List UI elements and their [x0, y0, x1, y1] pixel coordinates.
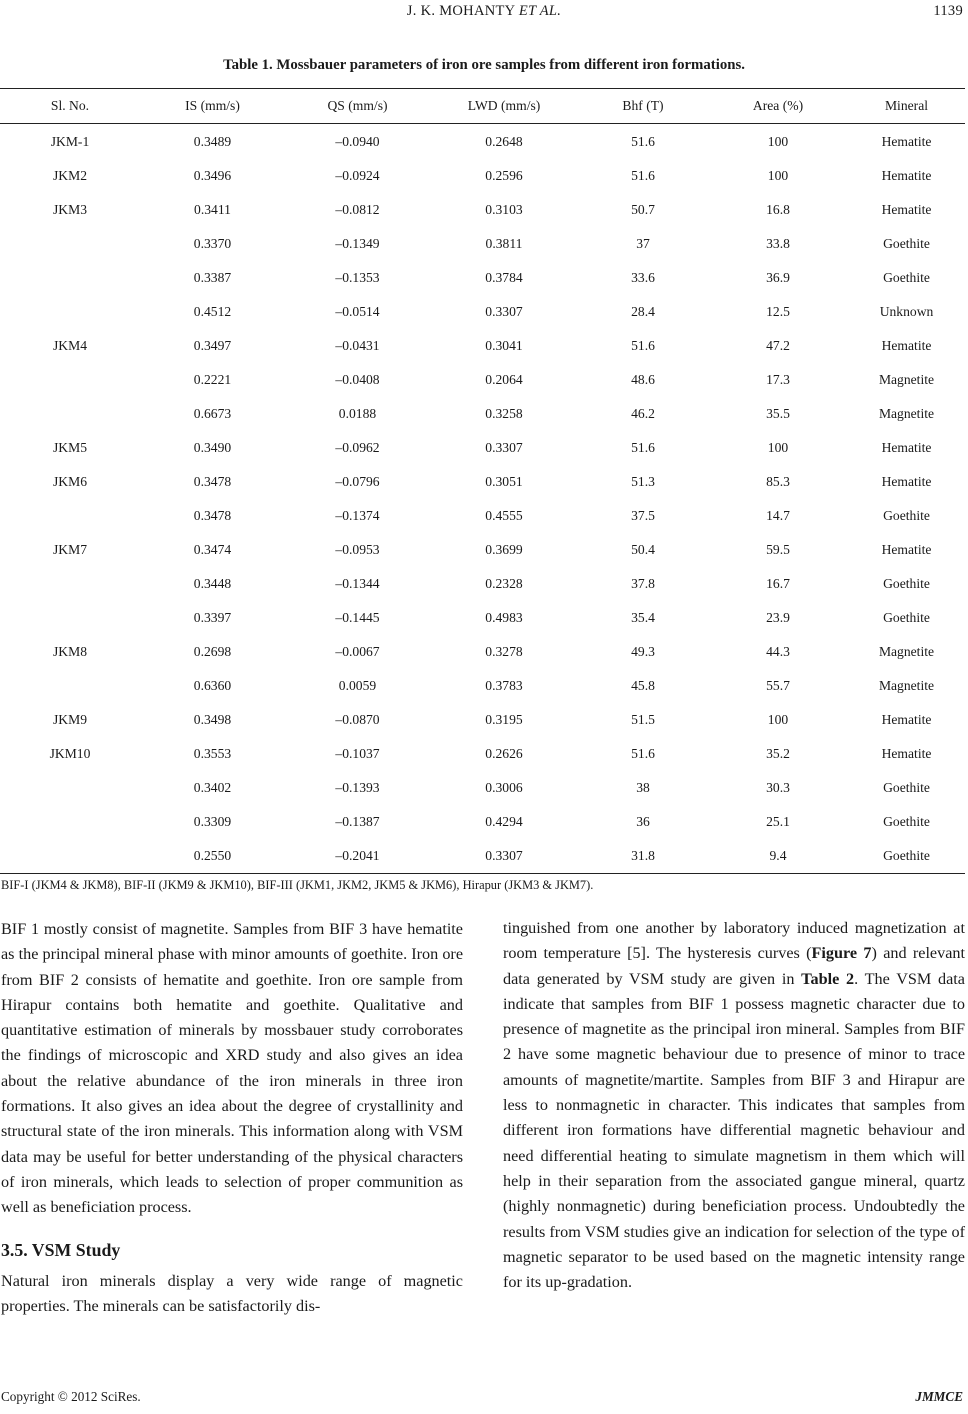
table-cell: 36.9	[766, 270, 790, 285]
table-cell: 0.2221	[193, 372, 232, 387]
table-cell: JKM3	[53, 202, 87, 217]
table-cell: 47.2	[766, 338, 790, 353]
table-row	[0, 124, 965, 160]
table-cell: 0.3307	[485, 440, 523, 455]
table-cell: 37	[636, 236, 650, 251]
table-cell: Goethite	[848, 839, 965, 874]
right-column	[503, 916, 965, 1295]
table-cell: 0.3051	[485, 474, 523, 489]
author-names: J. K. MOHANTY	[406, 3, 515, 19]
table-cell: 0.2328	[485, 576, 523, 591]
table-cell: 16.7	[766, 576, 790, 591]
table-cell: –0.0431	[335, 338, 380, 353]
table-cell	[0, 227, 140, 261]
table-cell: 0.4512	[193, 304, 232, 319]
table-cell: 0.3397	[193, 610, 232, 625]
column-header: QS (mm/s)	[285, 89, 430, 124]
column-header: LWD (mm/s)	[430, 89, 578, 124]
mossbauer-table	[0, 88, 965, 874]
table-cell: 0.0059	[338, 678, 377, 693]
table-cell: 33.6	[631, 270, 655, 285]
table-cell: 0.2064	[485, 372, 523, 387]
table-cell: Magnetite	[878, 372, 935, 387]
table-cell: 51.6	[631, 168, 655, 183]
table-cell: 0.3478	[193, 474, 232, 489]
table-cell	[0, 499, 140, 533]
table-cell: 31.8	[578, 839, 708, 874]
table-cell: 0.3474	[193, 542, 232, 557]
table-cell: 51.6	[631, 746, 655, 761]
table-cell: 28.4	[631, 304, 655, 319]
table-cell: 85.3	[766, 474, 790, 489]
table-row	[0, 771, 965, 805]
table-cell: 0.3553	[193, 746, 232, 761]
table-cell: 0.3489	[193, 134, 232, 149]
table-cell: 0.3478	[193, 508, 232, 523]
table-cell	[0, 567, 140, 601]
text-run: ) and relevant data generated by VSM study are given in	[503, 944, 965, 988]
table-cell: 0.3402	[193, 780, 232, 795]
table-cell: 51.6	[631, 440, 655, 455]
section-heading: 3.5. VSM Study	[1, 1239, 121, 1260]
text-run: . The VSM data indicate that samples from BIF 1 possess magnetic character due to presence of magnetite as the principal iron mineral. Samples from BIF 2 have some magnetic behaviour due to presence of minor to trace amounts of magnetite/martite. Samples from BIF 3 and Hirapur are less to nonmagnetic in character. This indicates that samples from different iron formations have differential magnetic behaviour and need differential heating to simulate magnetism in them which will help in their separation from the associated gangue mineral, quartz (highly nonmagnetic) during beneficiation process. Undoubtedly the results from VSM studies give an indication for selection of the type of magnetic separator to be used based on the magnetic intensity range for its up-gradation.	[503, 969, 965, 1292]
table-cell: 0.3497	[193, 338, 232, 353]
table-cell: 37.5	[631, 508, 655, 523]
table-cell	[0, 397, 140, 431]
table-cell: Goethite	[883, 270, 930, 285]
table-cell: Goethite	[883, 576, 930, 591]
table-cell	[0, 669, 140, 703]
table-cell: 36	[636, 814, 650, 829]
table-cell: –0.0067	[335, 644, 380, 659]
table-cell: 50.7	[631, 202, 655, 217]
table-cell: –0.1037	[335, 746, 380, 761]
table-cell: 0.3411	[194, 202, 231, 217]
table-row	[0, 431, 965, 465]
table-cell: 51.6	[631, 338, 655, 353]
table-row	[0, 601, 965, 635]
table-cell: 35.4	[631, 610, 655, 625]
table-cell: JKM7	[53, 542, 87, 557]
table-cell: 55.7	[766, 678, 790, 693]
table-cell: 48.6	[631, 372, 655, 387]
table-row	[0, 329, 965, 363]
figure-reference: Figure 7	[811, 944, 872, 963]
table-cell: 100	[767, 134, 789, 149]
table-cell: JKM-1	[50, 134, 90, 149]
table-cell: 0.3448	[193, 576, 232, 591]
table-cell: 12.5	[766, 304, 790, 319]
table-cell: –0.1344	[335, 576, 380, 591]
table-cell: 38	[636, 780, 650, 795]
table-row	[0, 295, 965, 329]
table-row	[0, 567, 965, 601]
left-column	[1, 917, 463, 1319]
table-row	[0, 465, 965, 499]
running-head	[0, 3, 968, 23]
table-cell: 0.4555	[485, 508, 523, 523]
body-paragraph: BIF 1 mostly consist of magnetite. Samples from BIF 3 have hematite as the principal mineral phase with minor amounts of goethite. Iron ore from BIF 2 consists of hematite and goethite. Iron ore sample from Hirapur contains both hematite and goethite. Qualitative and quantitative estimation of minerals by mossbauer study corroborates the findings of microscopic and XRD study and also gives an idea about the relative abundance of the iron minerals in three iron formations. It also gives an idea about the degree of crystallinity and structural state of the iron minerals. This information along with VSM data may be useful for better understanding of the physical characters of iron minerals, which leads to selection of proper communition as well as beneficiation process.	[1, 920, 463, 1217]
table-cell: 0.3278	[485, 644, 523, 659]
table-cell: –0.1393	[335, 780, 380, 795]
table-row	[0, 227, 965, 261]
table-cell: Hematite	[881, 746, 932, 761]
table-cell: 33.8	[766, 236, 790, 251]
table-cell: 0.3103	[485, 202, 523, 217]
table-cell: 25.1	[766, 814, 790, 829]
table-cell: 0.3307	[430, 839, 578, 874]
table-row	[0, 397, 965, 431]
table-cell: –0.0408	[335, 372, 380, 387]
table-cell: 0.4294	[485, 814, 523, 829]
et-al: ET AL.	[518, 3, 562, 19]
table-cell: –0.0962	[335, 440, 380, 455]
table-cell: Magnetite	[878, 678, 935, 693]
table-row	[0, 193, 965, 227]
table-cell: –0.1353	[335, 270, 380, 285]
table-note: BIF-I (JKM4 & JKM8), BIF-II (JKM9 & JKM10), BIF-III (JKM1, JKM2, JKM5 & JKM6), Hirapur (JKM3 & JKM7).	[1, 878, 594, 892]
table-cell: 44.3	[766, 644, 790, 659]
table-caption: Table 1. Mossbauer parameters of iron ore samples from different iron formations.	[223, 57, 745, 73]
table-cell: 0.3699	[485, 542, 523, 557]
column-header: Mineral	[848, 89, 965, 124]
table-cell: 100	[767, 168, 789, 183]
table-cell: Hematite	[881, 542, 932, 557]
table-cell: 14.7	[766, 508, 790, 523]
table-cell: JKM4	[53, 338, 87, 353]
table-cell	[0, 805, 140, 839]
table-cell: 59.5	[766, 542, 790, 557]
table-cell: 50.4	[631, 542, 655, 557]
table-cell: Goethite	[883, 236, 930, 251]
table-cell: –0.0812	[335, 202, 380, 217]
table-cell: Hematite	[881, 474, 932, 489]
table-cell	[0, 771, 140, 805]
table-cell: Hematite	[881, 440, 932, 455]
table-cell: 51.6	[631, 134, 655, 149]
table-cell: Magnetite	[878, 644, 935, 659]
table-row	[0, 499, 965, 533]
table-cell: 0.2626	[485, 746, 523, 761]
table-cell: 0.3307	[485, 304, 523, 319]
table-cell: 23.9	[766, 610, 790, 625]
table-cell: –0.1387	[335, 814, 380, 829]
table-cell: Hematite	[881, 712, 932, 727]
body-paragraph: Natural iron minerals display a very wide range of magnetic properties. The minerals can be satisfactorily dis-	[1, 1271, 463, 1315]
table-row	[0, 669, 965, 703]
table-cell: 0.0188	[338, 406, 377, 421]
table-cell: –0.0953	[335, 542, 380, 557]
table-cell: 0.3195	[485, 712, 523, 727]
running-head-authors	[0, 3, 968, 20]
table-row	[0, 635, 965, 669]
table-cell: 0.2550	[140, 839, 285, 874]
table-cell: Goethite	[883, 610, 930, 625]
table-cell: –0.0940	[335, 134, 380, 149]
table-cell	[0, 261, 140, 295]
table-cell: 0.2596	[485, 168, 523, 183]
table-cell: 0.3811	[485, 236, 523, 251]
table-row	[0, 363, 965, 397]
table-cell: 100	[767, 440, 789, 455]
table-cell: –0.0870	[335, 712, 380, 727]
table-cell: 30.3	[766, 780, 790, 795]
copyright-notice: Copyright © 2012 SciRes.	[1, 1389, 141, 1404]
table-cell: 0.3041	[485, 338, 523, 353]
table-cell: 0.3370	[193, 236, 232, 251]
table-cell	[0, 601, 140, 635]
table-cell: Magnetite	[878, 406, 935, 421]
table-cell: –0.0796	[335, 474, 380, 489]
table-cell: 0.3783	[485, 678, 523, 693]
column-header: Area (%)	[708, 89, 848, 124]
table-row	[0, 805, 965, 839]
table-cell: 49.3	[631, 644, 655, 659]
table-cell: Hematite	[881, 202, 932, 217]
table-cell: Goethite	[883, 508, 930, 523]
table-cell: 0.3387	[193, 270, 232, 285]
table-cell: JKM2	[53, 168, 87, 183]
table-cell: JKM6	[53, 474, 87, 489]
table-cell: Unknown	[879, 304, 934, 319]
table-header-row	[0, 89, 965, 124]
table-row	[0, 839, 965, 874]
table-cell: 9.4	[708, 839, 848, 874]
table-cell: 0.3309	[193, 814, 232, 829]
table-cell: 51.3	[631, 474, 655, 489]
table-cell: 0.3258	[485, 406, 523, 421]
body-paragraph	[503, 916, 965, 1295]
table-cell: –0.0514	[335, 304, 380, 319]
table-cell: JKM8	[53, 644, 87, 659]
journal-name: JMMCE	[915, 1389, 963, 1404]
table-cell: 0.4983	[485, 610, 523, 625]
column-header: Bhf (T)	[578, 89, 708, 124]
page-number: 1139	[933, 3, 963, 19]
column-header: Sl. No.	[0, 89, 140, 124]
table-cell: 16.8	[766, 202, 790, 217]
table-cell: Goethite	[883, 780, 930, 795]
table-cell	[0, 363, 140, 397]
table-cell	[0, 839, 140, 874]
table-cell: 0.3006	[485, 780, 523, 795]
table-cell: 0.3490	[193, 440, 232, 455]
table-cell: 37.8	[631, 576, 655, 591]
table-cell: 0.3496	[193, 168, 232, 183]
table-cell: Goethite	[883, 814, 930, 829]
table-cell: 46.2	[631, 406, 655, 421]
table-cell: 0.3784	[485, 270, 523, 285]
table-cell: 51.5	[631, 712, 655, 727]
table-cell: 35.2	[766, 746, 790, 761]
table-cell: 0.3498	[193, 712, 232, 727]
table-cell	[0, 295, 140, 329]
table-cell: Hematite	[881, 168, 932, 183]
table-cell: 0.2648	[485, 134, 523, 149]
table-cell: –0.2041	[285, 839, 430, 874]
table-cell: JKM5	[53, 440, 87, 455]
table-cell: 45.8	[631, 678, 655, 693]
column-header: IS (mm/s)	[140, 89, 285, 124]
table-cell: JKM9	[53, 712, 87, 727]
text-run: tinguished from one another by laboratory induced magnetization at room temperature [5]. The hysteresis curves (	[503, 919, 965, 963]
table-row	[0, 159, 965, 193]
table-cell: Hematite	[881, 338, 932, 353]
table-cell: 0.2698	[193, 644, 232, 659]
table-cell: 0.6360	[193, 678, 232, 693]
table-row	[0, 737, 965, 771]
table-cell: 100	[767, 712, 789, 727]
table-cell: –0.1445	[335, 610, 380, 625]
table-cell: 0.6673	[193, 406, 232, 421]
table-reference: Table 2	[801, 969, 855, 988]
table-cell: 17.3	[766, 372, 790, 387]
table-row	[0, 533, 965, 567]
table-body	[0, 124, 965, 874]
table-cell: JKM10	[49, 746, 91, 761]
table-cell: Hematite	[881, 134, 932, 149]
table-row	[0, 703, 965, 737]
table-cell: 35.5	[766, 406, 790, 421]
table-cell: –0.1349	[335, 236, 380, 251]
table-cell: –0.1374	[335, 508, 380, 523]
table-row	[0, 261, 965, 295]
table-cell: –0.0924	[335, 168, 380, 183]
